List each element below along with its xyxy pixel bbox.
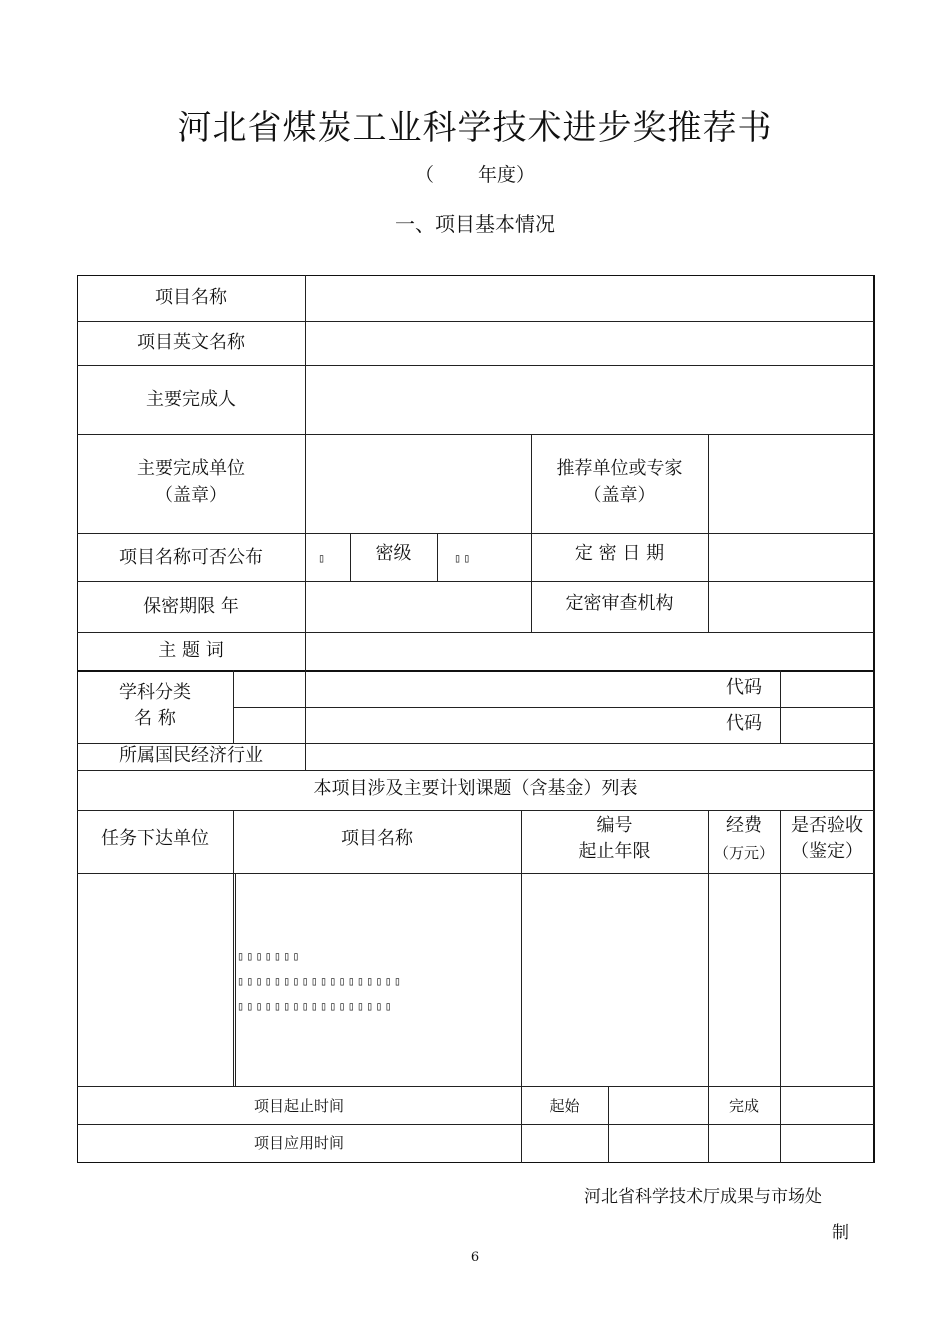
- issuer-suffix: 制: [832, 1223, 849, 1243]
- label-recommender: 推荐单位或专家: [556, 458, 683, 479]
- label-plan-list: 本项目涉及主要计划课题（含基金）列表: [313, 778, 638, 799]
- year-label: 年度）: [478, 164, 536, 186]
- label-secret-date: 定 密 日 期: [574, 543, 665, 564]
- placeholder-glyphs-2: ▯▯▯▯▯▯▯▯▯▯▯▯▯▯▯▯▯▯: [237, 974, 404, 988]
- label-subject-line1: 学科分类: [119, 682, 191, 703]
- label-main-persons: 主要完成人: [146, 389, 236, 410]
- label-publishable: 项目名称可否公布: [119, 547, 263, 568]
- label-keywords: 主 题 词: [158, 640, 224, 661]
- placeholder-glyphs-3: ▯▯▯▯▯▯▯▯▯▯▯▯▯▯▯▯▯: [237, 999, 394, 1013]
- label-code-2: 代码: [726, 713, 762, 734]
- label-secret-period: 保密期限 年: [143, 596, 239, 617]
- label-industry: 所属国民经济行业: [119, 745, 263, 766]
- header-appraisal: （鉴定）: [791, 841, 863, 862]
- label-apply-time: 项目应用时间: [253, 1134, 344, 1152]
- label-main-units: 主要完成单位: [137, 458, 245, 479]
- header-acceptance: 是否验收: [791, 815, 863, 836]
- label-secret-org: 定密审查机构: [565, 593, 674, 614]
- label-start: 起始: [549, 1097, 580, 1115]
- page-number: 6: [470, 1250, 480, 1265]
- label-project-name-en: 项目英文名称: [137, 332, 245, 353]
- label-project-name: 项目名称: [155, 287, 227, 308]
- checkbox-publishable[interactable]: ▯: [318, 551, 328, 565]
- header-task-unit: 任务下达单位: [101, 828, 209, 849]
- label-subject-line2: 名 称: [134, 708, 176, 729]
- label-finish: 完成: [728, 1097, 759, 1115]
- header-years: 起止年限: [578, 841, 651, 862]
- label-seal-recommender: （盖章）: [583, 485, 656, 506]
- issuer-text: 河北省科学技术厅成果与市场处: [584, 1187, 822, 1207]
- label-secret-level: 密级: [375, 543, 412, 564]
- project-form: [77, 275, 874, 1163]
- label-start-end-time: 项目起止时间: [253, 1097, 344, 1115]
- header-number: 编号: [596, 815, 633, 836]
- header-project-name: 项目名称: [341, 828, 413, 849]
- year-open-paren: （: [415, 164, 435, 186]
- placeholder-glyphs-1: ▯▯▯▯▯▯▯: [237, 949, 302, 963]
- label-seal-units: （盖章）: [155, 485, 227, 506]
- document-title: 河北省煤炭工业科学技术进步奖推荐书: [177, 108, 773, 148]
- header-funds-unit: （万元）: [713, 844, 774, 862]
- header-funds: 经费: [726, 815, 762, 836]
- label-code-1: 代码: [726, 677, 762, 698]
- section-heading: 一、项目基本情况: [395, 212, 555, 236]
- checkbox-secret-level[interactable]: ▯▯: [454, 551, 473, 565]
